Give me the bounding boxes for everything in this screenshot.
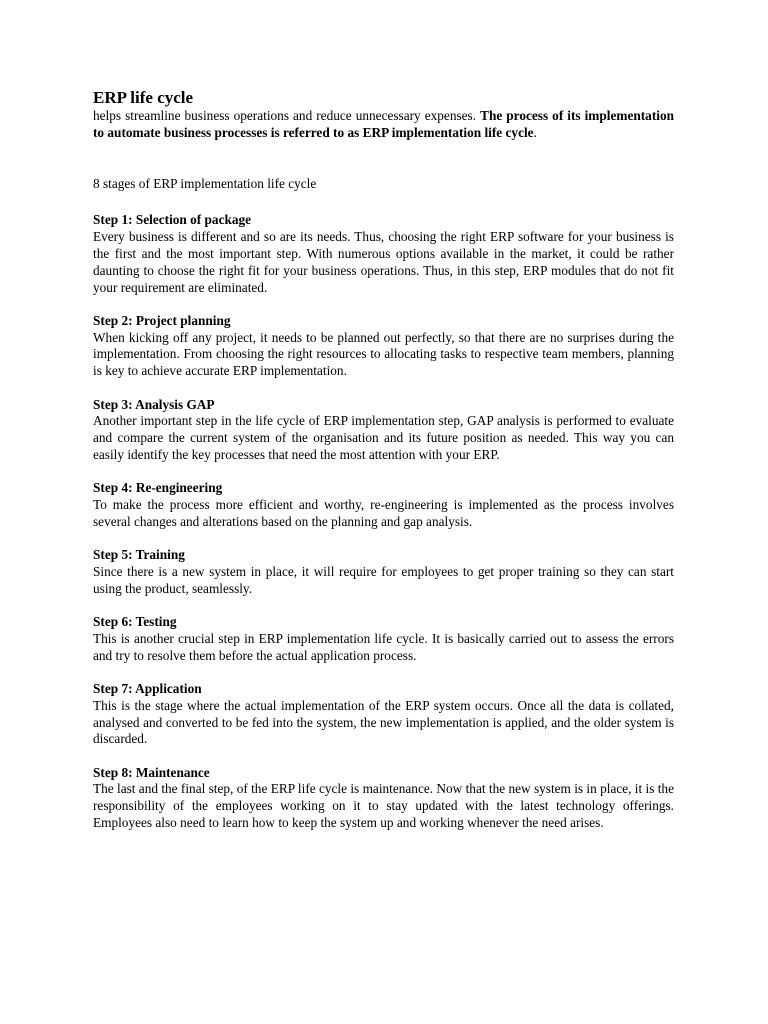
document-page <box>93 88 674 832</box>
intro-bold-text: The process of its implementation to automate business processes is referred to as ERP implementation life cycle <box>93 108 674 140</box>
step-section-6 <box>93 614 674 664</box>
document-title: ERP life cycle <box>93 88 194 107</box>
intro-plain-text: helps streamline business operations and reduce unnecessary expenses. <box>93 108 481 123</box>
step-body: When kicking off any project, it needs to be planned out perfectly, so that there are no surprises during the implementation. From choosing the right resources to allocating tasks to respective team members, planning is key to achieve accurate ERP implementation. <box>93 329 674 379</box>
step-section-3 <box>93 397 674 464</box>
step-body: This is the stage where the actual implementation of the ERP system occurs. Once all the data is collated, analysed and converted to be fed into the system, the new implementation is applied, and the older system is discarded. <box>93 697 674 747</box>
step-title: Step 8: Maintenance <box>93 764 210 780</box>
step-title: Step 3: Analysis GAP <box>93 396 215 412</box>
step-section-5 <box>93 547 674 597</box>
step-title: Step 1: Selection of package <box>93 212 252 228</box>
step-body: To make the process more efficient and worthy, re-engineering is implemented as the process involves several changes and alterations based on the planning and gap analysis. <box>93 497 674 529</box>
step-section-8 <box>93 765 674 832</box>
step-title: Step 7: Application <box>93 680 202 696</box>
step-title: Step 6: Testing <box>93 614 177 630</box>
step-title: Step 4: Re-engineering <box>93 480 223 496</box>
step-section-2 <box>93 313 674 380</box>
step-body: Another important step in the life cycle of ERP implementation step, GAP analysis is performed to evaluate and compare the current system of the organisation and its future position as needed. This way you can easily identify the key processes that need the most attention with your ERP. <box>93 413 674 462</box>
step-section-1 <box>93 212 674 296</box>
intro-end-text: . <box>533 124 537 140</box>
step-body: This is another crucial step in ERP implementation life cycle. It is basically carried out to assess the errors and try to resolve them before the actual application process. <box>93 630 674 663</box>
stages-heading: 8 stages of ERP implementation life cycle <box>93 175 317 191</box>
intro-paragraph <box>93 108 674 142</box>
step-title: Step 2: Project planning <box>93 312 231 328</box>
step-body: The last and the final step, of the ERP life cycle is maintenance. Now that the new system is in place, it is the responsibility of the employees working on it to stay updated with the latest technology offerings. Employees also need to learn how to keep the system up and working whenever the need arises. <box>93 781 674 830</box>
step-body: Since there is a new system in place, it will require for employees to get proper training so they can start using the product, seamlessly. <box>93 563 674 596</box>
step-section-7 <box>93 681 674 748</box>
step-body: Every business is different and so are its needs. Thus, choosing the right ERP software for your business is the first and the most important step. With numerous options available in the market, it could be rather daunting to choose the right fit for your business operations. Thus, in this step, ERP modules that do not fit your requirement are eliminated. <box>93 229 674 295</box>
step-title: Step 5: Training <box>93 547 185 563</box>
step-section-4 <box>93 480 674 530</box>
